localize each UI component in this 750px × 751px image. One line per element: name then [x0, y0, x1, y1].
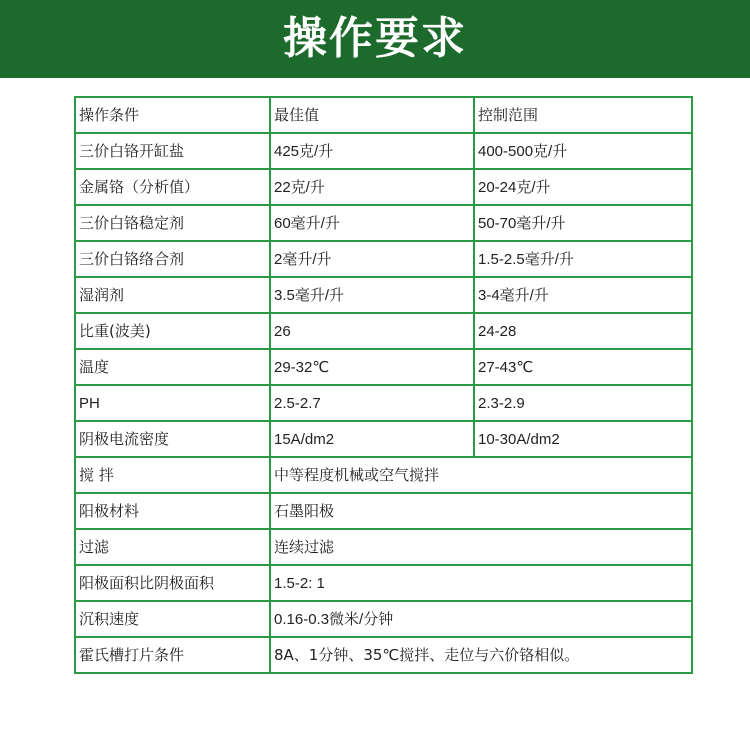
optimal-cell: 22克/升	[270, 169, 474, 205]
table-row	[75, 133, 692, 169]
param-cell: 三价白铬开缸盐	[75, 133, 270, 169]
value-cell: 中等程度机械或空气搅拌	[270, 457, 692, 493]
range-cell: 400-500克/升	[474, 133, 692, 169]
table-row	[75, 313, 692, 349]
value-cell: 0.16-0.3微米/分钟	[270, 601, 692, 637]
table-row	[75, 637, 692, 673]
param-cell: 霍氏槽打片条件	[75, 637, 270, 673]
title-banner	[0, 0, 750, 78]
param-cell: 温度	[75, 349, 270, 385]
table-row	[75, 601, 692, 637]
operating-requirements-table	[74, 96, 693, 674]
optimal-cell: 60毫升/升	[270, 205, 474, 241]
param-cell: 比重(波美)	[75, 313, 270, 349]
table-row	[75, 457, 692, 493]
range-cell: 1.5-2.5毫升/升	[474, 241, 692, 277]
optimal-cell: 15A/dm2	[270, 421, 474, 457]
value-cell: 石墨阳极	[270, 493, 692, 529]
optimal-cell: 29-32℃	[270, 349, 474, 385]
param-cell: 阳极面积比阴极面积	[75, 565, 270, 601]
optimal-cell: 2.5-2.7	[270, 385, 474, 421]
value-cell: 1.5-2: 1	[270, 565, 692, 601]
param-cell: PH	[75, 385, 270, 421]
param-cell: 阳极材料	[75, 493, 270, 529]
value-cell: 8A、1分钟、35℃搅拌、走位与六价铬相似。	[270, 637, 692, 673]
table-row	[75, 385, 692, 421]
table-header-row	[75, 97, 692, 133]
range-cell: 50-70毫升/升	[474, 205, 692, 241]
range-cell: 2.3-2.9	[474, 385, 692, 421]
column-header-range: 控制范围	[474, 97, 692, 133]
param-cell: 三价白铬络合剂	[75, 241, 270, 277]
range-cell: 27-43℃	[474, 349, 692, 385]
optimal-cell: 425克/升	[270, 133, 474, 169]
table-row	[75, 421, 692, 457]
param-cell: 金属铬（分析值）	[75, 169, 270, 205]
optimal-cell: 2毫升/升	[270, 241, 474, 277]
table-row	[75, 349, 692, 385]
table-row	[75, 241, 692, 277]
param-cell: 湿润剂	[75, 277, 270, 313]
table-row	[75, 493, 692, 529]
table-row	[75, 565, 692, 601]
page-title: 操作要求	[283, 13, 467, 64]
param-cell: 三价白铬稳定剂	[75, 205, 270, 241]
param-cell: 过滤	[75, 529, 270, 565]
value-cell: 连续过滤	[270, 529, 692, 565]
param-cell: 沉积速度	[75, 601, 270, 637]
range-cell: 3-4毫升/升	[474, 277, 692, 313]
optimal-cell: 26	[270, 313, 474, 349]
column-header-condition: 操作条件	[75, 97, 270, 133]
table-row	[75, 205, 692, 241]
param-cell: 阴极电流密度	[75, 421, 270, 457]
table-row	[75, 169, 692, 205]
range-cell: 10-30A/dm2	[474, 421, 692, 457]
range-cell: 24-28	[474, 313, 692, 349]
column-header-optimal: 最佳值	[270, 97, 474, 133]
range-cell: 20-24克/升	[474, 169, 692, 205]
optimal-cell: 3.5毫升/升	[270, 277, 474, 313]
table-row	[75, 277, 692, 313]
param-cell: 搅 拌	[75, 457, 270, 493]
table-row	[75, 529, 692, 565]
